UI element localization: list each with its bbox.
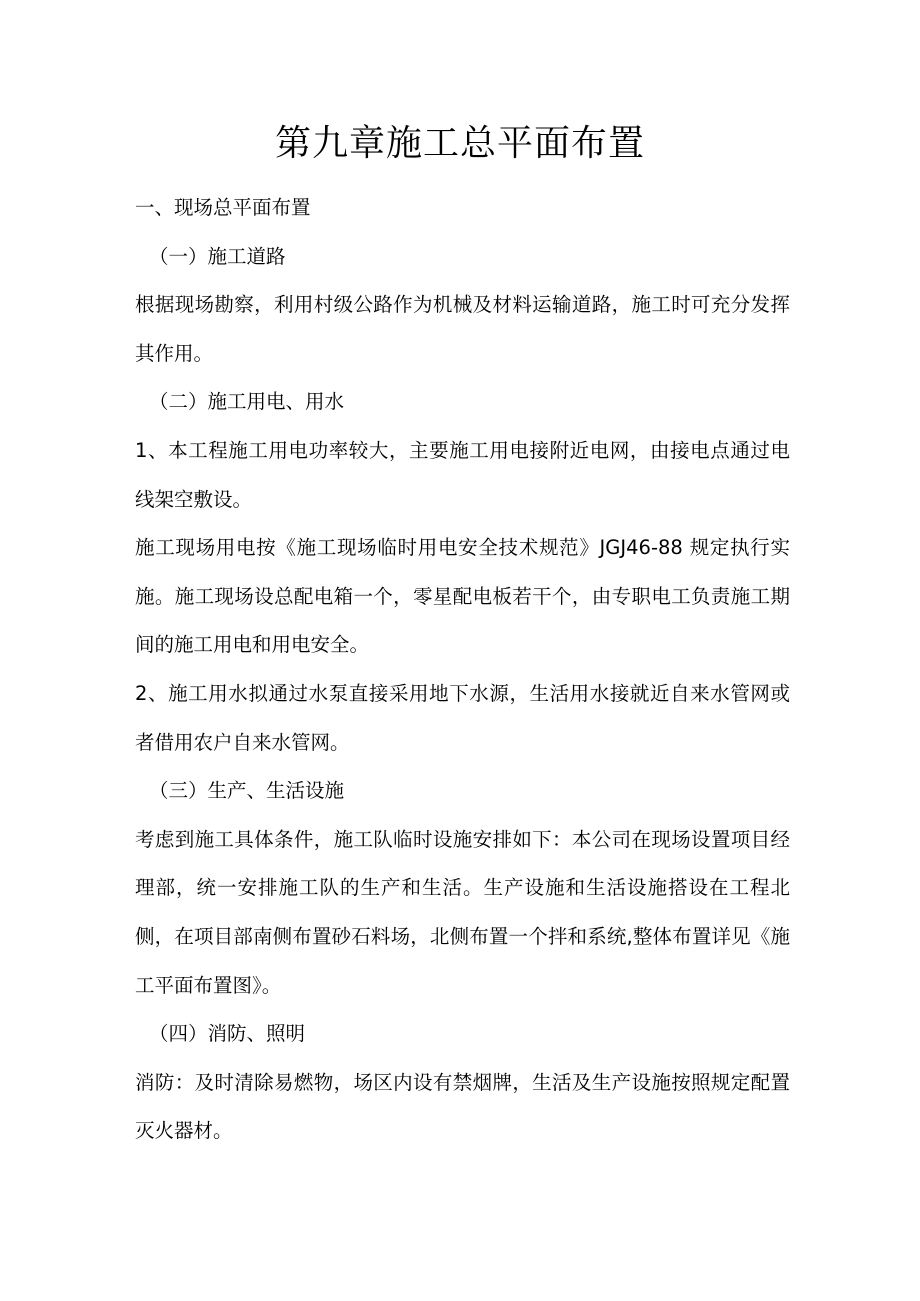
subsection-heading: （二）施工用电、用水	[149, 390, 345, 414]
document-body	[135, 184, 790, 1156]
body-paragraph: 考虑到施工具体条件，施工队临时设施安排如下：本公司在现场设置项目经理部，统一安排施工队的生产和生活。生产设施和生活设施搭设在工程北侧，在项目部南侧布置砂石料场，北侧布置一个拌和系统,整体布置详见《施工平面布置图》。	[135, 827, 790, 997]
section-heading: 一、现场总平面布置	[135, 196, 311, 219]
body-paragraph: 根据现场勘察，利用村级公路作为机械及材料运输道路，施工时可充分发挥其作用。	[135, 293, 790, 365]
subsection-heading: （三）生产、生活设施	[149, 779, 345, 803]
body-paragraph: 施工现场用电按《施工现场临时用电安全技术规范》JGJ46-88 规定执行实施。施工现场设总配电箱一个，零星配电板若干个，由专职电工负责施工期间的施工用电和用电安全。	[135, 536, 790, 657]
body-paragraph: 2、施工用水拟通过水泵直接采用地下水源，生活用水接就近自来水管网或者借用农户自来水管网。	[135, 681, 790, 754]
subsection-heading: （四）消防、照明	[149, 1022, 306, 1046]
body-paragraph: 1、本工程施工用电功率较大，主要施工用电接附近电网，由接电点通过电线架空敷设。	[135, 438, 790, 511]
chapter-title: 第九章施工总平面布置	[274, 123, 645, 164]
body-paragraph: 消防：及时清除易燃物，场区内设有禁烟牌，生活及生产设施按照规定配置灭火器材。	[135, 1070, 790, 1143]
subsection-heading: （一）施工道路	[149, 244, 286, 268]
